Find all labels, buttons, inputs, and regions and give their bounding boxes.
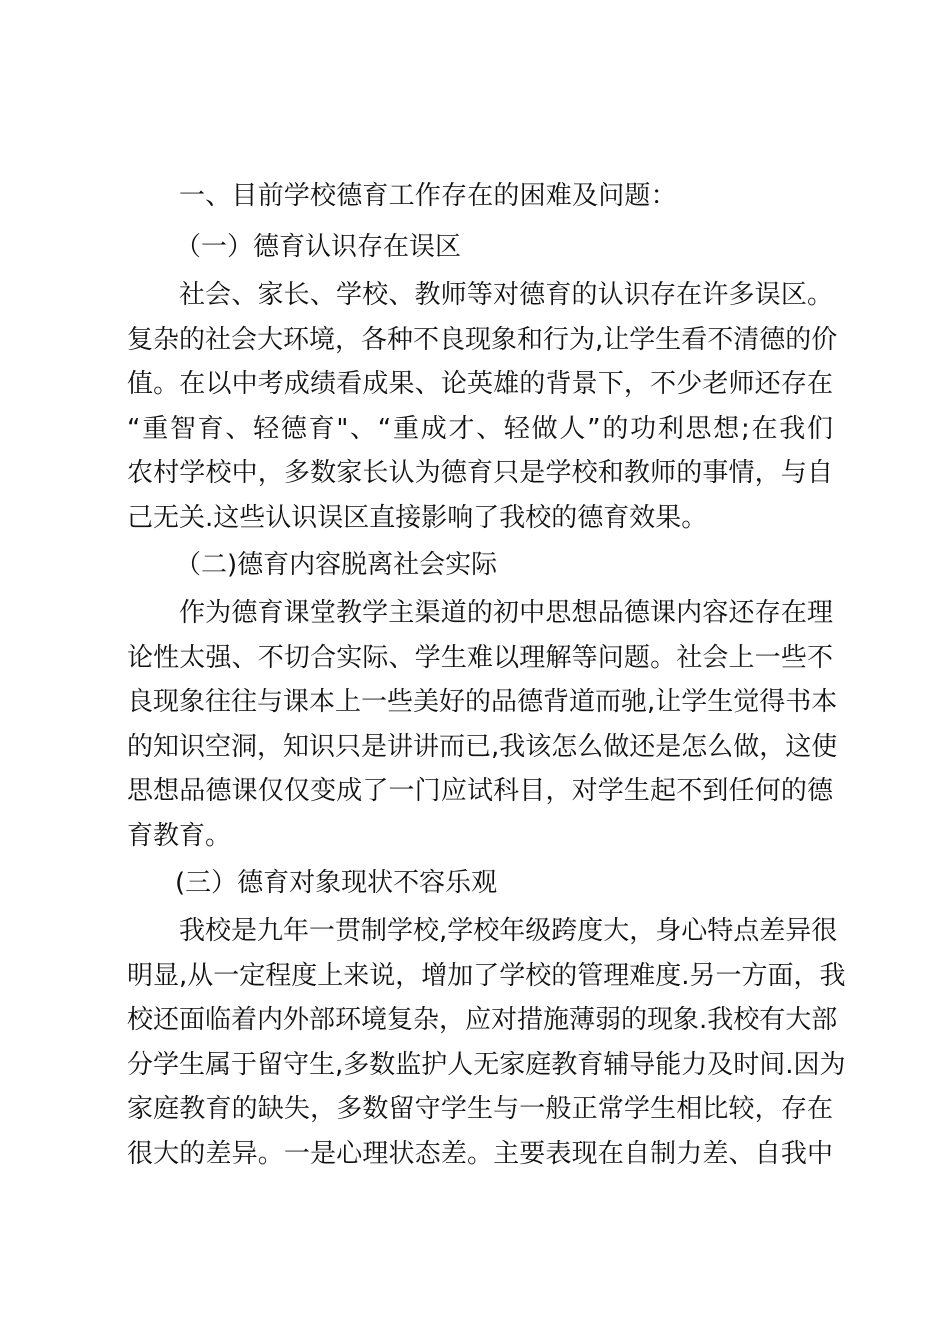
paragraph-line: 值。在以中考成绩看成果、论英雄的背景下，不少老师还存在 bbox=[127, 369, 833, 399]
paragraph-line: 很大的差异。一是心理状态差。主要表现在自制力差、自我中 bbox=[127, 1138, 833, 1169]
paragraph-line: 论性太强、不切合实际、学生难以理解等问题。社会上一些不 bbox=[127, 642, 833, 673]
paragraph-line: 复杂的社会大环境，各种不良现象和行为,让学生看不清德的价 bbox=[127, 324, 838, 355]
paragraph-line: 分学生属于留守生,多数监护人无家庭教育辅导能力及时间.因为 bbox=[127, 1049, 846, 1080]
paragraph-line: 农村学校中，多数家长认为德育只是学校和教师的事情，与自 bbox=[127, 458, 833, 488]
paragraph-line: 社会、家长、学校、教师等对德育的认识存在许多误区。 bbox=[179, 280, 833, 310]
subsection-title-2: （二)德育内容脱离社会实际 bbox=[175, 550, 498, 580]
section-title: 一、目前学校德育工作存在的困难及问题： bbox=[179, 181, 677, 211]
paragraph-line: 己无关.这些认识误区直接影响了我校的德育效果。 bbox=[127, 502, 708, 533]
paragraph-line: “重智育、轻德育"、“重成才、轻做人”的功利思想;在我们 bbox=[127, 413, 833, 444]
subsection-title-3: (三）德育对象现状不容乐观 bbox=[175, 868, 498, 898]
paragraph-line: 作为德育课堂教学主渠道的初中思想品德课内容还存在理 bbox=[179, 598, 833, 628]
paragraph-line: 我校是九年一贯制学校,学校年级跨度大，身心特点差异很 bbox=[179, 916, 838, 946]
paragraph-line: 育教育。 bbox=[127, 820, 232, 851]
paragraph-line: 家庭教育的缺失，多数留守学生与一般正常学生相比较，存在 bbox=[127, 1094, 833, 1124]
paragraph-line: 思想品德课仅仅变成了一门应试科目，对学生起不到任何的德 bbox=[127, 776, 833, 806]
paragraph-line: 明显,从一定程度上来说，增加了学校的管理难度.另一方面，我 bbox=[127, 960, 846, 991]
paragraph-3 bbox=[127, 909, 846, 1176]
paragraph-2 bbox=[127, 591, 838, 858]
paragraph-line: 校还面临着内外部环境复杂，应对措施薄弱的现象.我校有大部 bbox=[127, 1005, 838, 1035]
subsection-title-1: （一）德育认识存在误区 bbox=[175, 232, 462, 262]
document-body bbox=[127, 171, 846, 1176]
paragraph-1 bbox=[127, 273, 838, 540]
paragraph-line: 的知识空洞，知识只是讲讲而已,我该怎么做还是怎么做，这使 bbox=[127, 731, 838, 762]
paragraph-line: 良现象往往与课本上一些美好的品德背道而驰,让学生觉得书本 bbox=[127, 687, 838, 717]
